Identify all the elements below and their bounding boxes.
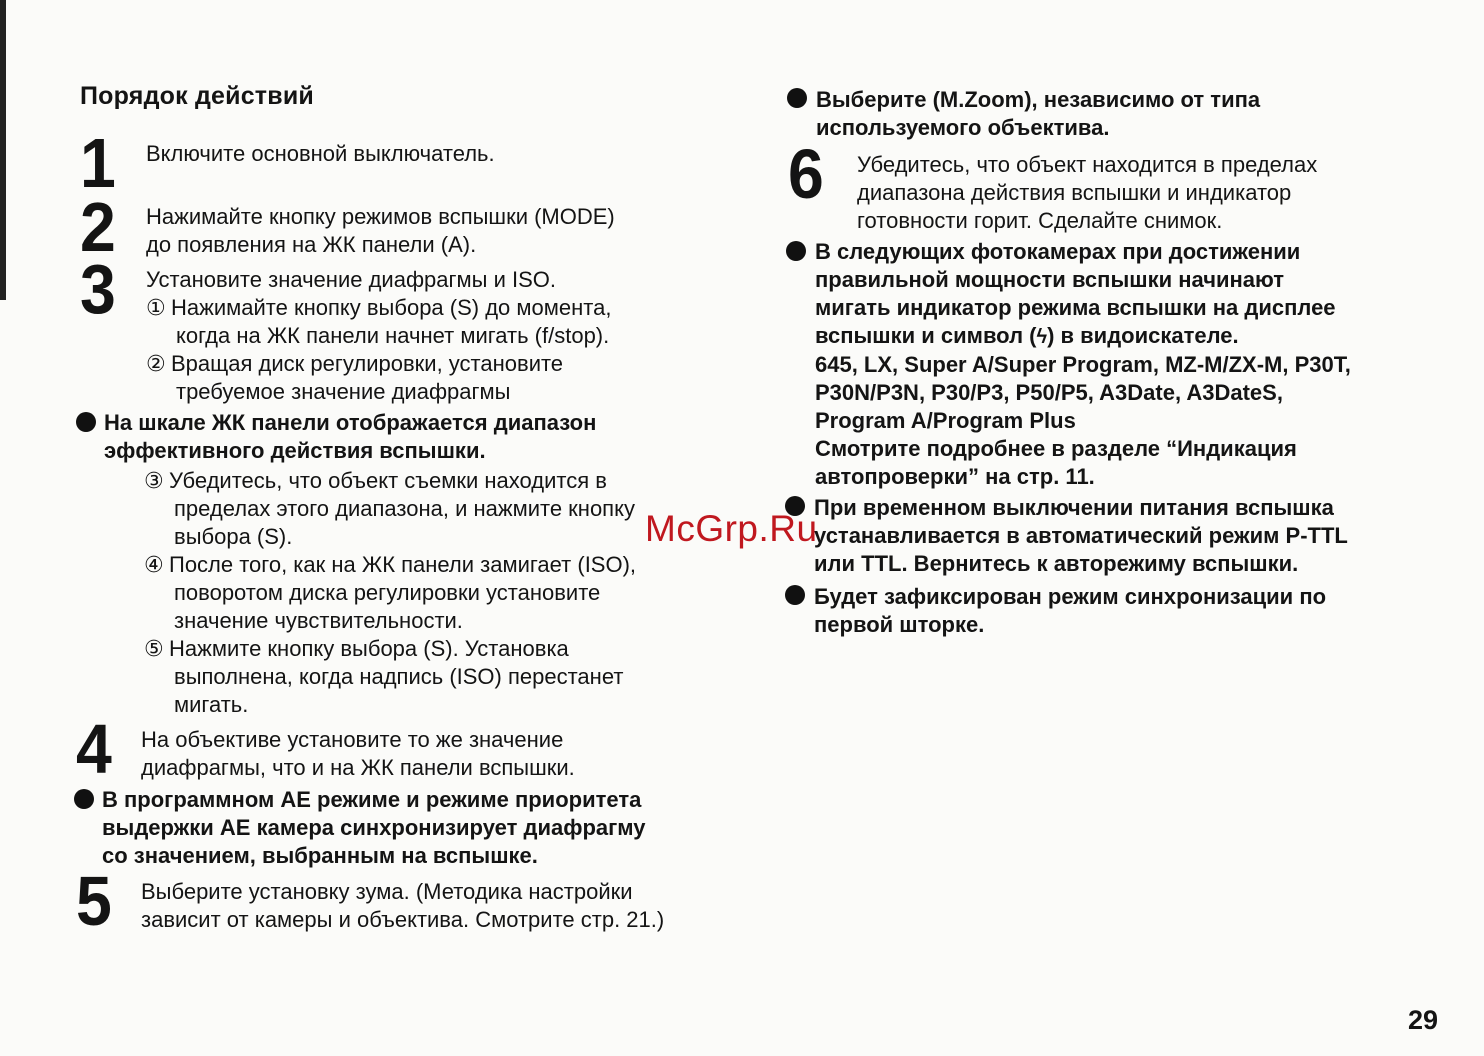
sub-line: выполнена, когда надпись (ISO) перестанет	[174, 664, 624, 689]
note-mzoom	[816, 86, 1260, 142]
note-line: эффективного действия вспышки.	[104, 438, 486, 463]
note-line: Будет зафиксирован режим синхронизации по	[814, 584, 1327, 609]
sub-line: пределах этого диапазона, и нажмите кнопку	[174, 496, 635, 521]
scan-edge	[0, 0, 6, 300]
step-3-sub-2	[146, 350, 611, 378]
sub-line: требуемое значение диафрагмы	[176, 379, 511, 404]
note-line: первой шторке.	[814, 612, 985, 637]
step-number-4: 4	[76, 710, 112, 788]
bullet-icon	[74, 789, 94, 809]
step-2-text	[146, 203, 615, 259]
step-5-line: зависит от камеры и объектива. Смотрите стр. 21.)	[141, 907, 665, 932]
step-4-text	[141, 726, 575, 782]
note-fragment: вспышки и символ (	[815, 323, 1037, 348]
reference-line: автопроверки” на стр. 11.	[815, 464, 1095, 489]
step-5-text	[141, 878, 664, 934]
circled-number: ①	[146, 295, 166, 320]
note-line: со значением, выбранным на вспышке.	[102, 843, 538, 868]
step-6-line: диапазона действия вспышки и индикатор	[857, 180, 1292, 205]
step-6-text	[857, 151, 1317, 235]
sub-line: Нажмите кнопку выбора (S). Установка	[169, 636, 569, 661]
sub-line: когда на ЖК панели начнет мигать (f/stop).	[176, 323, 610, 348]
step-number-3: 3	[80, 250, 116, 328]
step-number-5: 5	[76, 862, 112, 940]
bullet-icon	[787, 88, 807, 108]
note-line: В следующих фотокамерах при достижении	[815, 239, 1301, 264]
step-3-sub-5	[144, 635, 636, 663]
step-3-intro: Установите значение диафрагмы и ISO.	[146, 267, 556, 292]
note-line: правильной мощности вспышки начинают	[815, 267, 1285, 292]
circled-number: ⑤	[144, 636, 164, 661]
step-5-line: Выберите установку зума. (Методика настройки	[141, 879, 633, 904]
bullet-icon	[785, 585, 805, 605]
circled-number: ②	[146, 351, 166, 376]
step-1-line: Включите основной выключатель.	[146, 141, 495, 166]
step-1-text	[146, 140, 495, 168]
step-4-line: диафрагмы, что и на ЖК панели вспышки.	[141, 755, 575, 780]
note-line: или TTL. Вернитесь к авторежиму вспышки.	[814, 551, 1299, 576]
note-line: Выберите (M.Zoom), независимо от типа	[816, 87, 1261, 112]
flash-icon: ϟ	[1036, 326, 1048, 348]
step-3-sub-1	[146, 294, 611, 322]
step-2-line: Нажимайте кнопку режимов вспышки (MODE)	[146, 204, 615, 229]
step-6-line: Убедитесь, что объект находится в пределах	[857, 152, 1318, 177]
circled-number: ③	[144, 468, 164, 493]
note-lcd-range	[104, 409, 596, 465]
reference-line: Смотрите подробнее в разделе “Индикация	[815, 436, 1297, 461]
step-6-line: готовности горит. Сделайте снимок.	[857, 208, 1223, 233]
sub-line: мигать.	[174, 692, 249, 717]
page-number: 29	[1408, 1005, 1439, 1035]
note-ae-sync	[102, 786, 646, 870]
sub-line: Вращая диск регулировки, установите	[171, 351, 564, 376]
note-fragment: ) в видоискателе.	[1047, 323, 1239, 348]
watermark: McGrp.Ru	[645, 508, 818, 549]
step-3-sub-4	[144, 551, 636, 579]
bullet-icon	[76, 412, 96, 432]
note-line: мигать индикатор режима вспышки на дисплее	[815, 295, 1336, 320]
note-line: используемого объектива.	[816, 115, 1110, 140]
model-line: 645, LX, Super A/Super Program, MZ-M/ZX-M, P30T,	[815, 352, 1351, 377]
sub-line: поворотом диска регулировки установите	[174, 580, 601, 605]
note-line: В программном АЕ режиме и режиме приоритета	[102, 787, 642, 812]
note-line: При временном выключении питания вспышка	[814, 495, 1334, 520]
note-first-curtain	[814, 583, 1326, 639]
sub-line: Убедитесь, что объект съемки находится в	[169, 468, 607, 493]
note-camera-models	[815, 238, 1351, 491]
step-3-text	[146, 266, 611, 406]
note-line: На шкале ЖК панели отображается диапазон	[104, 410, 597, 435]
step-number-2: 2	[80, 188, 116, 266]
step-2-line: до появления на ЖК панели (A).	[146, 232, 477, 257]
model-line: P30N/P3N, P30/P3, P50/P5, A3Date, A3DateS,	[815, 380, 1283, 405]
bullet-icon	[786, 241, 806, 261]
sub-line: Нажимайте кнопку выбора (S) до момента,	[171, 295, 612, 320]
step-number-1: 1	[80, 124, 116, 202]
sub-line: После того, как на ЖК панели замигает (ISO),	[169, 552, 637, 577]
step-3-sub-3	[144, 467, 636, 495]
model-line: Program A/Program Plus	[815, 408, 1076, 433]
page-title: Порядок действий	[80, 82, 314, 110]
note-line: устанавливается в автоматический режим P-TTL	[814, 523, 1348, 548]
sub-line: выбора (S).	[174, 524, 293, 549]
step-3-continued	[144, 467, 636, 719]
step-4-line: На объективе установите то же значение	[141, 727, 564, 752]
circled-number: ④	[144, 552, 164, 577]
sub-line: значение чувствительности.	[174, 608, 463, 633]
note-line	[815, 322, 1351, 351]
note-line: выдержки АЕ камера синхронизирует диафрагму	[102, 815, 646, 840]
step-number-6: 6	[788, 135, 824, 213]
note-power-off	[814, 494, 1348, 578]
